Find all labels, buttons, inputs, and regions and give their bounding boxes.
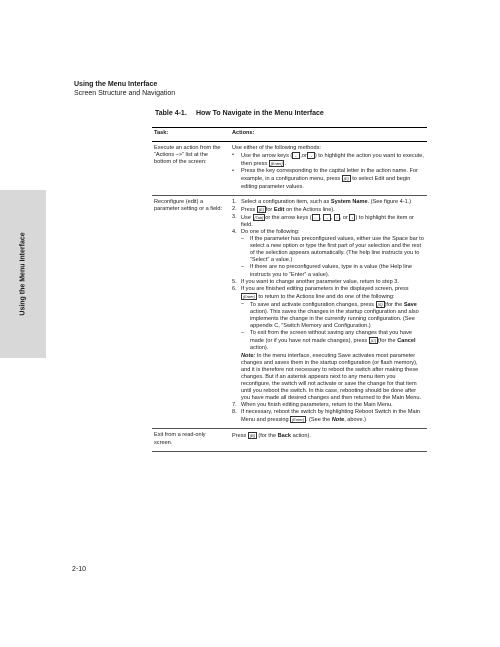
dash-icon: – — [241, 330, 245, 337]
step-item: 6. If you are finished editing parameters in the displayed screen, press [Enter] to return to the Actions line and do one of the following: — [232, 285, 409, 300]
enter-key-icon: [Enter] — [270, 161, 283, 167]
navigation-table — [152, 127, 427, 452]
sub-item: – If the parameter has preconfigured values, either use the Space bar to select a new option or type the first part of your selection and the rest of the selection appears automatically. (The help line instructs you to “Select” a value.) — [241, 236, 424, 264]
list-item: • Press the key corresponding to the capital letter in the action name. For example, in a configuration menu, press [E] to select Edit and begin editing parameter values. — [232, 168, 418, 190]
side-tab — [0, 190, 46, 358]
c-key-icon: [C] — [370, 338, 376, 344]
bullet-icon: • — [232, 168, 234, 175]
side-tab-label: Using the Menu Interface — [19, 232, 27, 316]
dash-icon: – — [241, 300, 245, 307]
note-text: In the menu interface, executing Save activates most parameter changes and saves them in the startup configuration (or flash memory), and it is therefore not necessary to reboot the switch after making these changes. But if an asterisk appears next to any menu item you reconfigure, the switch will not activate or save the change for that item until you reboot the switch. In this case, rebooting should be done after you have made all desired changes and then returned to the Main Menu. — [241, 352, 422, 402]
step-item: 8. If necessary, reboot the switch by highlighting Reboot Switch in the Main Menu and pressing [Enter] . (See the Note, above.) — [232, 409, 420, 424]
enter-key-icon: [Enter] — [292, 417, 304, 423]
right-arrow-key-icon: → — [324, 214, 329, 220]
sub-item: – To exit from the screen without saving any changes that you have made (or if you have not made changes), press [C] (for the Cancel action). — [241, 330, 416, 352]
step-item: 4. Do one of the following: — [232, 228, 300, 235]
up-arrow-key-icon: ↑ — [335, 214, 338, 220]
table-header-row — [152, 128, 427, 142]
note-block — [232, 353, 425, 403]
sub-item: – To save and activate configuration changes, press [S] (for the Save action). This saves the changes in the startup configuration and also implements the change in the currently running configuration. (See appendix C, “Switch Memory and Configuration.) — [241, 300, 419, 330]
table-row — [152, 429, 427, 451]
step-item: 5. If you want to change another parameter value, return to step 3. — [232, 278, 399, 285]
dash-icon: – — [241, 264, 245, 271]
table-number: Table 4-1. — [155, 110, 187, 117]
b-key-icon: [B] — [249, 433, 255, 439]
step-item: 1. Select a configuration item, such as System Name. (See figure 4-1.) — [232, 198, 412, 205]
s-key-icon: [S] — [377, 301, 383, 307]
tab-key-icon: [Tab] — [254, 214, 264, 220]
actions-intro: Use either of the following methods: — [232, 145, 321, 152]
list-item: • Use the arrow keys ( ← ,or → ) to highlight the action you want to execute, then press [Enter] . — [232, 152, 424, 168]
task-cell: Exit from a read-only screen. — [152, 429, 226, 451]
e-key-icon: [E] — [343, 176, 349, 182]
actions-cell — [226, 142, 427, 196]
page-number: 2-10 — [72, 566, 87, 573]
right-arrow-key-icon: → — [308, 153, 313, 159]
step-item: 2. Press [E] for Edit on the Actions line). — [232, 205, 335, 213]
table-title: How To Navigate in the Menu Interface — [195, 110, 324, 117]
dash-icon: – — [241, 236, 245, 243]
running-header-title: Using the Menu Interface — [74, 81, 158, 88]
table-caption — [155, 110, 324, 117]
step-item: 7. When you finish editing parameters, return to the Main Menu. — [232, 402, 393, 409]
actions-cell: Press [B] (for the Back action). — [226, 429, 427, 451]
e-key-icon: [E] — [258, 206, 264, 212]
bullet-icon: • — [232, 152, 234, 159]
table-row — [152, 195, 427, 429]
actions-cell — [226, 195, 427, 429]
enter-key-icon: [Enter] — [243, 293, 255, 299]
left-arrow-key-icon: ← — [313, 214, 318, 220]
column-header-actions: Actions: — [226, 128, 427, 142]
column-header-task: Task: — [152, 128, 226, 142]
left-arrow-key-icon: ← — [294, 153, 299, 159]
table-row — [152, 142, 427, 196]
sub-item: – If there are no preconfigured values, type in a value (the Help line instructs you to “Enter” a value). — [241, 264, 413, 278]
running-header-subtitle: Screen Structure and Navigation — [74, 90, 176, 97]
note-label: Note: — [241, 352, 256, 359]
task-cell: Reconfigure (edit) a parameter setting or a field: — [152, 195, 226, 429]
down-arrow-key-icon: ↓ — [351, 214, 354, 220]
task-cell: Execute an action from the “Actions –>” list at the bottom of the screen: — [152, 142, 226, 196]
step-item: 3. Use [Tab] or the arrow keys ( ← , → , ↑ , or ↓ ) to highlight the item or field. — [232, 213, 414, 228]
